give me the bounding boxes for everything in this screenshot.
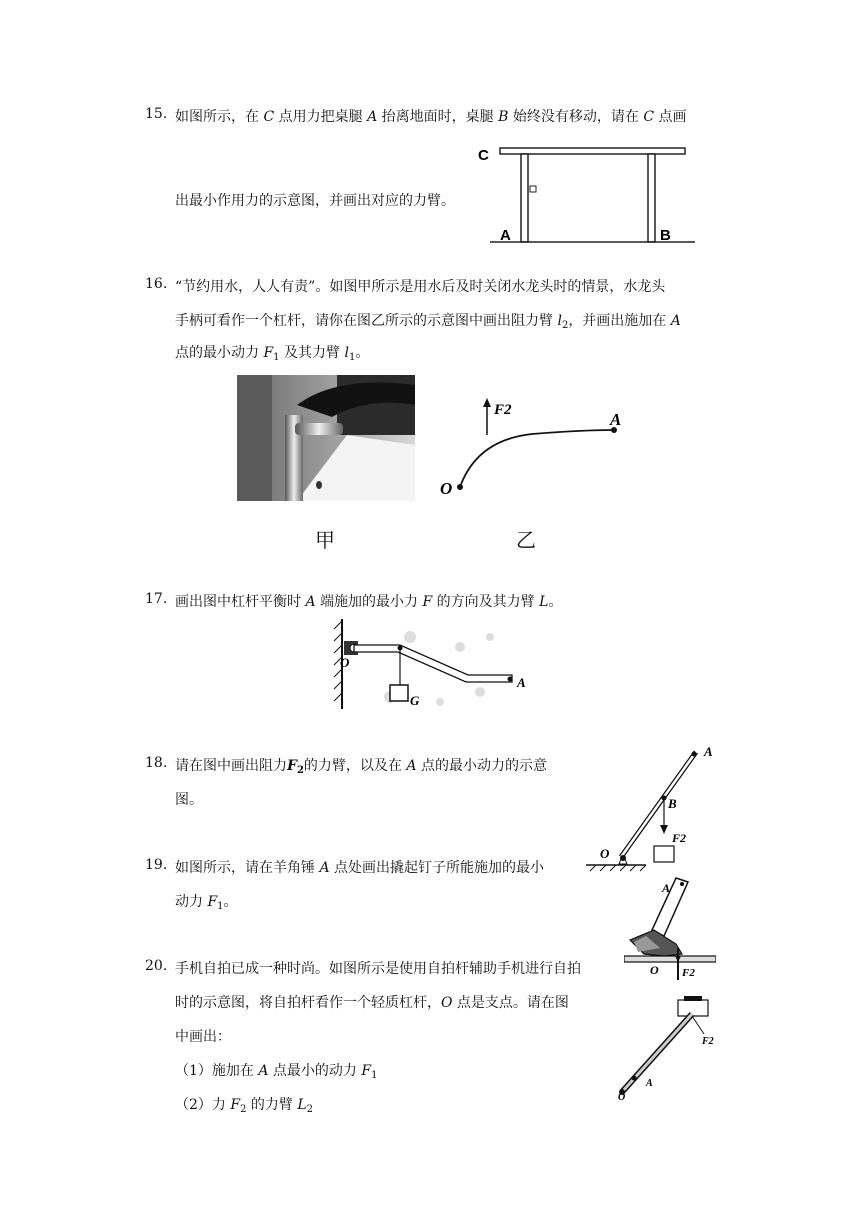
label-a: A xyxy=(610,410,622,429)
lever-wall-figure xyxy=(330,617,530,713)
label-o: O xyxy=(340,655,350,670)
label-a: A xyxy=(704,744,713,759)
label-a: A xyxy=(517,675,526,690)
label-b: B xyxy=(668,796,677,811)
question-15-text-line2: 出最小作用力的示意图，并画出对应的力臂。 xyxy=(175,193,455,209)
caption-jia: 甲 xyxy=(315,528,335,552)
label-o: O xyxy=(440,479,453,498)
label-f2: F2 xyxy=(672,831,687,845)
question-20-item1: （1）施加在 A 点最小的动力 $F_1$ xyxy=(175,1063,378,1081)
question-16-text-line3: 点的最小动力 $F_1$ 及其力臂 $l_1$。 xyxy=(175,345,370,363)
label-b: B xyxy=(660,227,671,244)
question-19-text-line2: 动力 $F_1$。 xyxy=(175,894,238,912)
question-15-text-line1: 如图所示，在 C 点用力把桌腿 A 抬离地面时，桌腿 B 始终没有移动，请在 C 点画 xyxy=(175,109,687,125)
question-17-number: 17. xyxy=(145,591,168,607)
question-20-text-line1: 手机自拍已成一种时尚。如图所示是使用自拍杆辅助手机进行自拍 xyxy=(175,961,581,977)
question-20-text-line2: 时的示意图，将自拍杆看作一个轻质杠杆，O 点是支点。请在图 xyxy=(175,995,569,1011)
label-c: C xyxy=(478,147,489,164)
label-a: A xyxy=(646,1078,653,1089)
question-18-text-line1: 请在图中画出阻力$F_2$的力臂，以及在 A 点的最小动力的示意 xyxy=(175,758,547,776)
label-a: A xyxy=(662,881,671,895)
label-o: O xyxy=(618,1092,626,1100)
question-20-item2: （2）力 $F_2$ 的力臂 $L_2$ xyxy=(175,1097,314,1115)
question-20-number: 20. xyxy=(145,958,168,974)
label-f2: F2 xyxy=(682,967,695,979)
question-16-text-line2: 手柄可看作一个杠杆，请你在图乙所示的示意图中画出阻力臂 $l_2$，并画出施加在 A xyxy=(175,313,681,331)
question-16-number: 16. xyxy=(145,276,168,292)
question-18-text-line2: 图。 xyxy=(175,792,203,808)
faucet-photo xyxy=(237,375,415,501)
faucet-diagram xyxy=(432,392,642,502)
label-f2: F2 xyxy=(702,1036,714,1047)
label-o: O xyxy=(650,963,659,977)
question-16-text-line1: “节约用水，人人有责”。如图甲所示是用水后及时关闭水龙头时的情景，水龙头 xyxy=(175,279,666,295)
claw-hammer-figure xyxy=(624,872,716,984)
label-f2: F2 xyxy=(494,402,512,418)
question-15-number: 15. xyxy=(145,106,168,122)
question-19-number: 19. xyxy=(145,857,168,873)
question-17-text-line1: 画出图中杠杆平衡时 A 端施加的最小力 F 的方向及其力臂 L。 xyxy=(175,594,563,610)
caption-yi: 乙 xyxy=(516,528,536,552)
question-18-number: 18. xyxy=(145,755,168,771)
question-20-text-line3: 中画出： xyxy=(175,1029,231,1045)
label-o: O xyxy=(600,846,610,861)
label-a: A xyxy=(500,227,511,244)
inclined-lever-figure xyxy=(586,742,716,872)
selfie-stick-figure xyxy=(612,996,716,1100)
question-19-text-line1: 如图所示，请在羊角锤 A 点处画出撬起钉子所能施加的最小 xyxy=(175,860,545,876)
label-g: G xyxy=(410,693,420,708)
table-figure xyxy=(470,138,700,250)
